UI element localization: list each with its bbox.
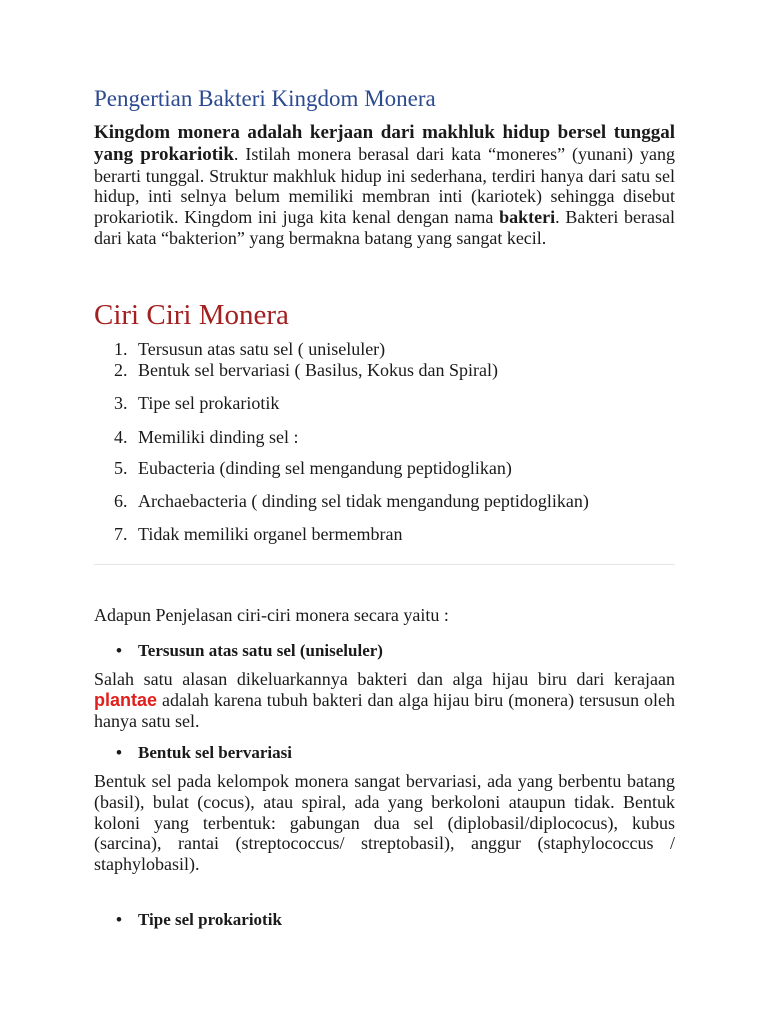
bullet-heading-uniseluler: • Tersusun atas satu sel (uniseluler) (116, 641, 383, 660)
list-item: 5. Eubacteria (dinding sel mengandung peptidoglikan) (114, 458, 512, 478)
list-item: 6. Archaebacteria ( dinding sel tidak mengandung peptidoglikan) (114, 491, 589, 511)
bullet-heading-tipe-sel: • Tipe sel prokariotik (116, 910, 282, 929)
section-heading-pengertian: Pengertian Bakteri Kingdom Monera (94, 86, 436, 111)
list-item: 1. Tersusun atas satu sel ( uniseluler) (114, 339, 386, 359)
paragraph-pengertian (94, 122, 675, 249)
bullet-icon: • (116, 641, 122, 660)
paragraph-text: . Istilah monera berasal dari kata “moneres” (yunani) yang berarti tunggal. Struktur makhluk hidup ini sederhana, terdiri hanya dari satu sel hidup, inti selnya belum memiliki membran inti (kariotek) sehingga disebut prokariotik. Kingdom ini juga kita kenal dengan nama (94, 143, 675, 228)
bakteri-bold: bakteri (499, 207, 556, 228)
plantae-link[interactable]: plantae (94, 689, 158, 710)
paragraph-bentuk-sel: Bentuk sel pada kelompok monera sangat bervariasi, ada yang berbentu batang (basil), bulat (cocus), atau spiral, ada yang berkoloni ataupun tidak. Bentuk koloni yang terbentuk: gabungan dua sel (diplobasil/diplococus), kubus (sarcina), rantai (streptococcus/ streptobasil), anggur (staphylococcus / staphylobasil). (94, 771, 675, 875)
list-item: 2. Bentuk sel bervariasi ( Basilus, Kokus dan Spiral) (114, 360, 498, 380)
bullet-icon: • (116, 910, 122, 929)
paragraph-lead-bold: Kingdom monera adalah kerjaan dari makhluk hidup bersel tunggal yang prokariotik (94, 122, 675, 165)
bullet-heading-bentuk-sel: • Bentuk sel bervariasi (116, 743, 292, 762)
list-item: 7. Tidak memiliki organel bermembran (114, 524, 403, 544)
list-item: 3. Tipe sel prokariotik (114, 393, 280, 413)
paragraph-uniseluler: Salah satu alasan dikeluarkannya bakteri dan alga hijau biru dari kerajaan plantae adalah karena tubuh bakteri dan alga hijau biru (monera) tersusun oleh hanya satu sel. (94, 669, 675, 731)
section-heading-ciri-ciri: Ciri Ciri Monera (94, 299, 289, 331)
bullet-icon: • (116, 743, 122, 762)
intro-text: Adapun Penjelasan ciri-ciri monera secara yaitu : (94, 605, 449, 625)
list-item: 4. Memiliki dinding sel : (114, 427, 299, 447)
section-divider (94, 564, 675, 565)
paragraph-text-end: . Bakteri berasal dari kata “bakterion” yang bermakna batang yang sangat kecil. (94, 207, 676, 248)
